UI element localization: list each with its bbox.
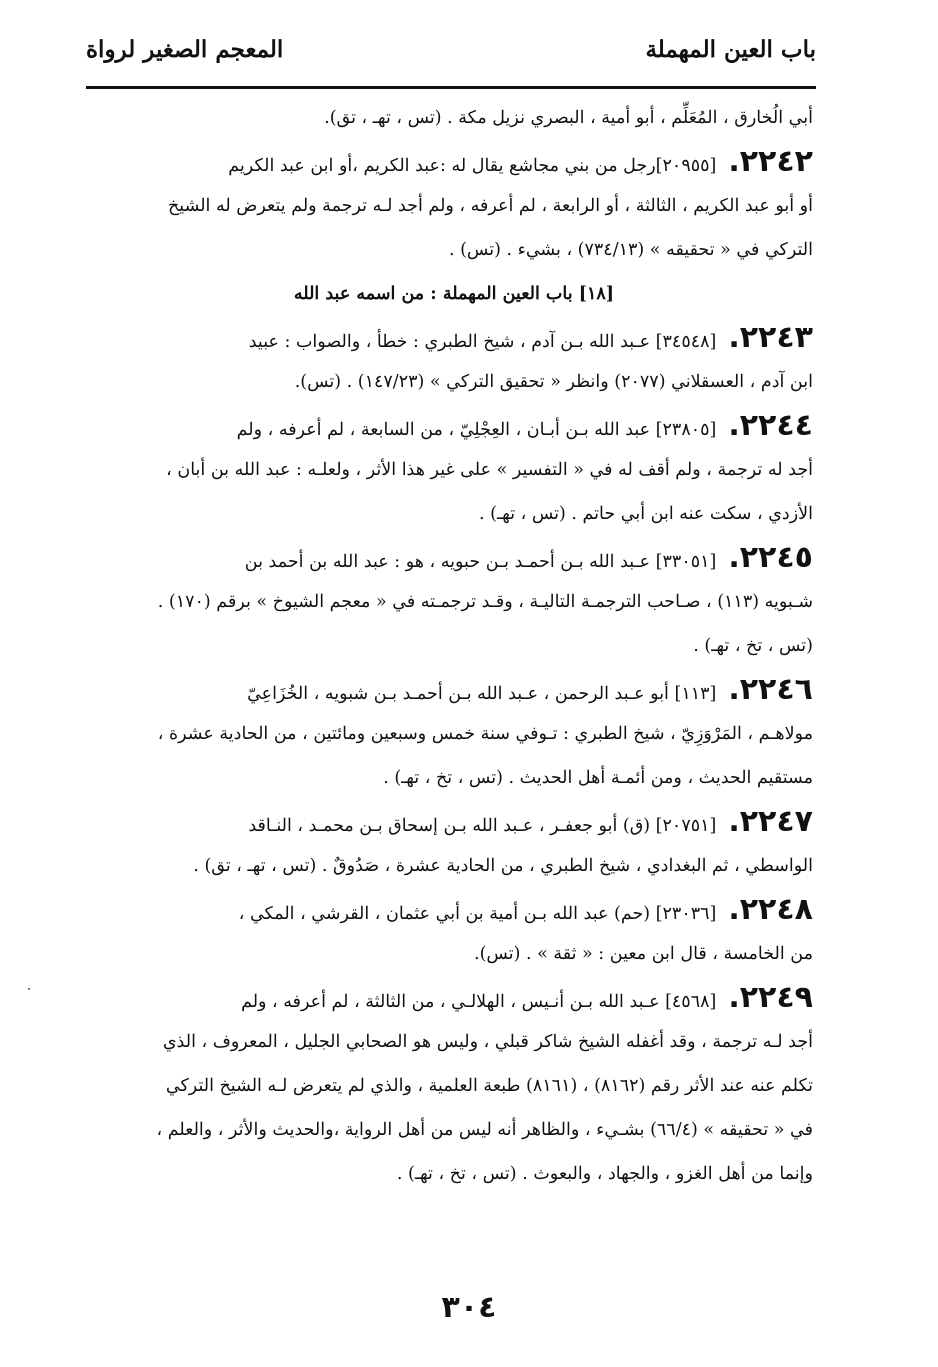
text-line bbox=[95, 448, 813, 492]
line-text: تكلم عنه عند الأثر رقم (٨١٦٢) ، (٨١٦١) طبعة العلمية ، والذي لم يتعرض لـه الشيخ التركي bbox=[165, 1076, 813, 1096]
entry-first-line bbox=[95, 536, 813, 580]
entry-number: ٢٢٤٧. bbox=[728, 804, 813, 839]
entry-number: ٢٢٤٣. bbox=[728, 320, 813, 355]
line-text: [٢٠٩٥٥]رجل من بني مجاشع يقال له :عبد الكريم ،أو ابن عبد الكريم bbox=[228, 156, 717, 176]
entry-first-line bbox=[95, 888, 813, 932]
entry-number: ٢٢٤٥. bbox=[728, 540, 813, 575]
line-text: [٣٣٠٥١] عـبد الله بـن أحمـد بـن حبويه ، هو : عبد الله بن أحمد بن bbox=[244, 552, 717, 572]
text-line bbox=[95, 1152, 813, 1196]
page-number: ٣٠٤ bbox=[441, 1290, 497, 1325]
entry-first-line bbox=[95, 800, 813, 844]
header-rule bbox=[86, 86, 816, 89]
text-line bbox=[95, 492, 813, 536]
entry-number: ٢٢٤٩. bbox=[728, 980, 813, 1015]
line-text: مستقيم الحديث ، ومن أئمـة أهل الحديث . (تس ، تخ ، تهـ) . bbox=[383, 768, 813, 788]
text-line bbox=[95, 1108, 813, 1152]
line-text: مولاهـم ، المَرْوَزِيّ ، شيخ الطبري : تـوفي سنة خمس وسبعين ومائتين ، من الحادية عشرة ، bbox=[157, 724, 813, 744]
section-heading bbox=[95, 272, 813, 316]
line-text: [١٨] باب العين المهملة : من اسمه عبد الله bbox=[293, 284, 615, 304]
text-line bbox=[95, 844, 813, 888]
text-line bbox=[95, 96, 813, 140]
line-text: [٢٠٧٥١] (ق) أبو جعفـر ، عـبد الله بـن إسحاق بـن محمـد ، النـاقد bbox=[248, 816, 717, 836]
line-text: [٣٤٥٤٨] عـبد الله بـن آدم ، شيخ الطبري : خطأ ، والصواب : عبيد bbox=[248, 332, 717, 352]
line-text: [٢٣٨٠٥] عبد الله بـن أبـان ، العِجْلِيّ ، من السابعة ، لم أعرفه ، ولم bbox=[236, 420, 717, 440]
entry-number: ٢٢٤٨. bbox=[728, 892, 813, 927]
entry-number: ٢٢٤٢. bbox=[728, 144, 813, 179]
line-text: [١١٣] أبو عـبد الرحمن ، عـبد الله بـن أحمـد بـن شبويه ، الخُزَاعِيّ bbox=[247, 684, 717, 704]
entry-first-line bbox=[95, 404, 813, 448]
scan-speck bbox=[28, 988, 30, 990]
line-text: الواسطي ، ثم البغدادي ، شيخ الطبري ، من الحادية عشرة ، صَدُوقٌ . (تس ، تهـ ، تق) . bbox=[193, 856, 813, 876]
entry-first-line bbox=[95, 140, 813, 184]
line-text: ابن آدم ، العسقلاني (٢٠٧٧) وانظر « تحقيق التركي » (١٤٧/٢٣) . (تس). bbox=[294, 372, 813, 392]
line-text: أجد لـه ترجمة ، وقد أغفله الشيخ شاكر قبلي ، وليس هو الصحابي الجليل ، المعروف ، الذي bbox=[162, 1032, 813, 1052]
line-text: التركي في « تحقيقه » (٧٣٤/١٣) ، بشيء . (تس) . bbox=[448, 240, 813, 260]
entry-first-line bbox=[95, 316, 813, 360]
text-line bbox=[95, 756, 813, 800]
entry-number: ٢٢٤٤. bbox=[728, 408, 813, 443]
line-text: شـبويه (١١٣) ، صـاحب الترجمـة التاليـة ، وقـد ترجمـته في « معجم الشيوخ » برقم (١٧٠) . bbox=[157, 592, 813, 612]
header-chapter-title: باب العين المهملة bbox=[645, 36, 816, 63]
line-text: الأزدي ، سكت عنه ابن أبي حاتم . (تس ، تهـ) . bbox=[479, 504, 813, 524]
text-line bbox=[95, 1064, 813, 1108]
text-line bbox=[95, 1020, 813, 1064]
header-book-title: المعجم الصغير لرواة bbox=[86, 36, 284, 63]
text-line bbox=[95, 360, 813, 404]
line-text: أبي الُخارق ، المُعَلِّم ، أبو أمية ، البصري نزيل مكة . (تس ، تهـ ، تق). bbox=[324, 108, 813, 128]
running-header bbox=[86, 34, 816, 86]
line-text: [٢٣٠٣٦] (حم) عبد الله بـن أمية بن أبي عثمان ، القرشي ، المكي ، bbox=[238, 904, 717, 924]
text-line bbox=[95, 184, 813, 228]
line-text: من الخامسة ، قال ابن معين : « ثقة » . (تس). bbox=[474, 944, 813, 964]
line-text: أو أبو عبد الكريم ، الثالثة ، أو الرابعة ، لم أعرفه ، ولم أجد لـه ترجمة ولم يتعرض له الشيخ bbox=[168, 196, 813, 216]
line-text: أجد له ترجمة ، ولم أقف له في « التفسير » على غير هذا الأثر ، ولعلـه : عبد الله بن أبان ، bbox=[166, 460, 813, 480]
page-body bbox=[95, 96, 813, 1196]
line-text: (تس ، تخ ، تهـ) . bbox=[693, 636, 813, 656]
text-line bbox=[95, 712, 813, 756]
entry-number: ٢٢٤٦. bbox=[728, 672, 813, 707]
line-text: وإنما من أهل الغزو ، والجهاد ، والبعوث . (تس ، تخ ، تهـ) . bbox=[396, 1164, 813, 1184]
text-line bbox=[95, 228, 813, 272]
text-line bbox=[95, 580, 813, 624]
text-line bbox=[95, 932, 813, 976]
entry-first-line bbox=[95, 668, 813, 712]
line-text: [٤٥٦٨] عـبد الله بـن أنـيس ، الهلالـي ، من الثالثة ، لم أعرفه ، ولم bbox=[241, 992, 717, 1012]
entry-first-line bbox=[95, 976, 813, 1020]
line-text: في « تحقيقه » (٦٦/٤) بشـيء ، والظاهر أنه ليس من أهل الرواية ،والحديث والأثر ، والعلم ، bbox=[156, 1120, 813, 1140]
text-line bbox=[95, 624, 813, 668]
